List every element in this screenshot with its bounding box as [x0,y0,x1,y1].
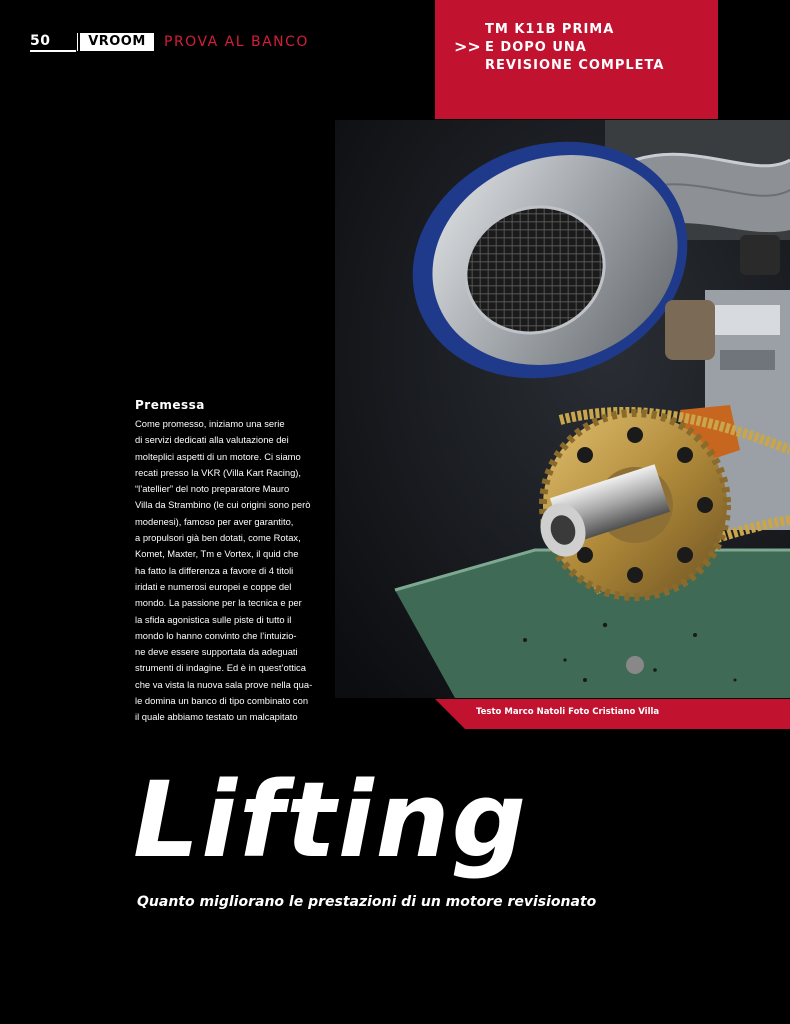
article-heading: Premessa [135,398,205,412]
body-line: a propulsori già ben dotati, come Rotax, [135,532,301,544]
engine-photo [335,120,790,698]
body-line: molteplici aspetti di un motore. Ci siamo [135,450,301,462]
body-line: Come promesso, iniziamo una serie [135,418,285,429]
banner-line-1: TM K11B PRIMA [485,22,615,37]
body-line: il quale abbiamo testato un malcapitato [135,711,298,723]
credits-text: Testo Marco Natoli Foto Cristiano Villa [476,707,660,717]
body-line: ha fatto la differenza a favore di 4 titoli [135,564,294,576]
banner-line-3: REVISIONE COMPLETA [485,58,665,73]
article-title: Lifting [133,759,529,881]
body-line: strumenti di indagine. Ed è in quest’ottica [135,662,306,674]
section-label: PROVA AL BANCO [164,34,309,50]
body-line: “l’atellier” del noto preparatore Mauro [135,483,290,495]
body-line: Villa da Strambino (le cui origini sono però [135,499,311,511]
header-divider [77,33,78,51]
body-line: Komet, Maxter, Tm e Vortex, il quid che [135,548,299,560]
magazine-name: VROOM [80,33,154,51]
banner-arrows: >> [454,37,481,56]
body-line: le domina un banco di tipo combinato con [135,695,309,707]
article-body [135,416,331,726]
body-line: che va vista la nuova sala prove nella qua- [135,678,313,690]
banner-line-2: E DOPO UNA [485,40,587,55]
body-line: mondo. La passione per la tecnica e per [135,597,302,609]
body-line: recati presso la VKR (Villa Kart Racing), [135,466,302,478]
page-number: 50 [30,33,51,49]
body-line: modenesi), famoso per aver garantito, [135,515,294,527]
body-line: di servizi dedicati alla valutazione dei [135,434,289,446]
body-line: mondo lo hanno convinto che l’intuizio- [135,629,297,641]
article-subtitle: Quanto migliorano le prestazioni di un motore revisionato [137,894,597,910]
body-line: iridati e numerosi europei e coppe del [135,580,292,592]
body-line: la sfida agonistica sulle piste di tutto il [135,613,292,625]
body-line: ne deve essere supportata da adeguati [135,646,298,658]
header-rule [30,50,76,52]
